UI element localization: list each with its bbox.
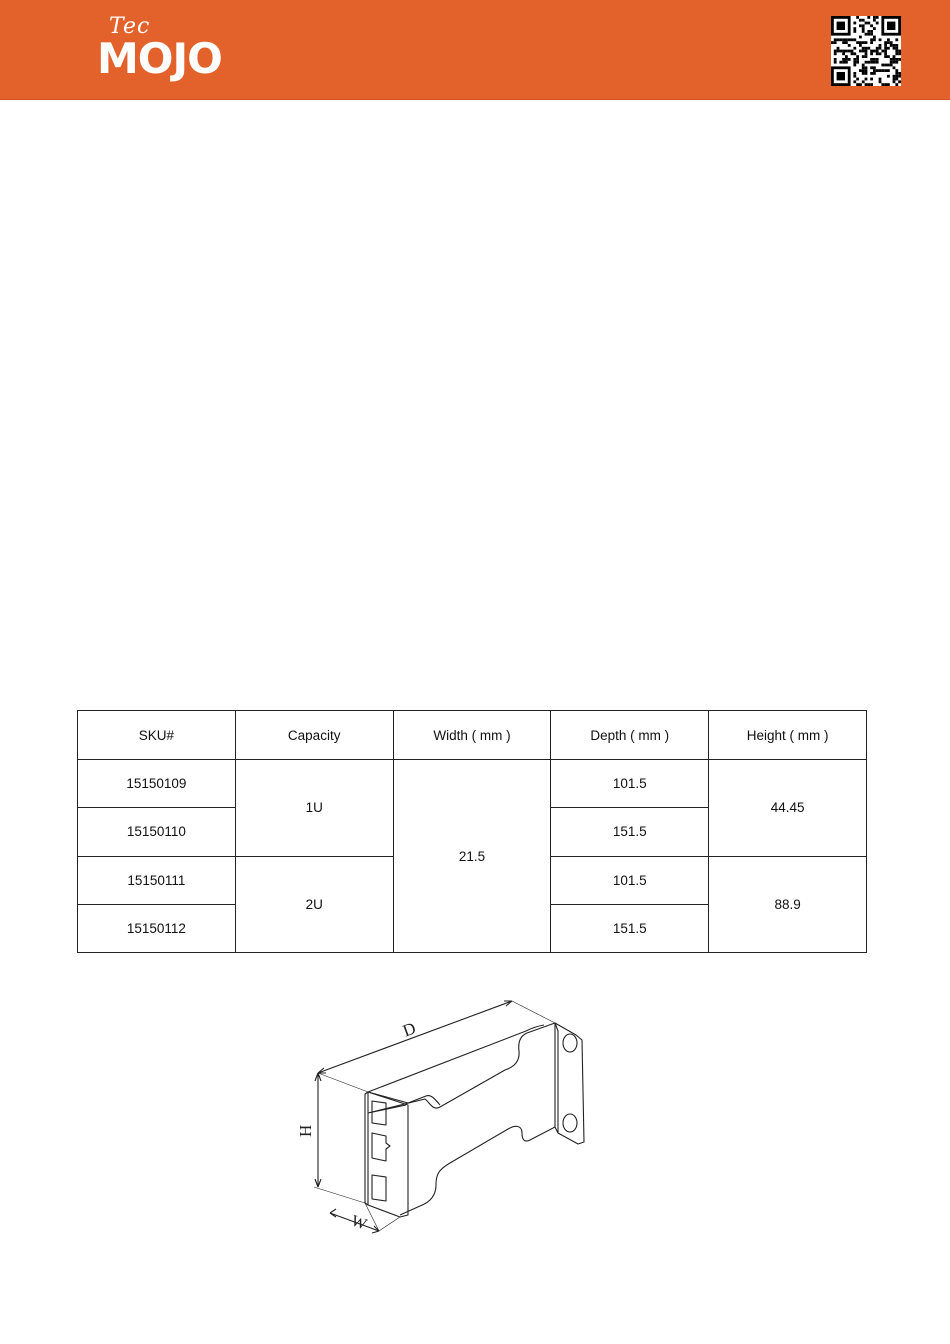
rear-flange bbox=[555, 1023, 584, 1144]
cell-depth: 151.5 bbox=[551, 808, 709, 856]
front-slot-bottom bbox=[372, 1175, 386, 1201]
header-sku: SKU# bbox=[78, 711, 236, 760]
dimension-w-label: W bbox=[348, 1212, 369, 1234]
cell-height: 88.9 bbox=[709, 856, 867, 952]
dimension-h-label: H bbox=[296, 1124, 315, 1137]
header-capacity: Capacity bbox=[235, 711, 393, 760]
rear-hole-top bbox=[563, 1034, 577, 1052]
cell-capacity: 1U bbox=[235, 760, 393, 856]
bracket-drawing bbox=[290, 995, 600, 1240]
dimension-d-label: D bbox=[400, 1018, 419, 1041]
cell-width: 21.5 bbox=[393, 760, 551, 953]
cell-sku: 15150109 bbox=[78, 760, 236, 808]
header-width: Width ( mm ) bbox=[393, 711, 551, 760]
cell-depth: 101.5 bbox=[551, 760, 709, 808]
cell-depth: 101.5 bbox=[551, 856, 709, 904]
cell-sku: 15150112 bbox=[78, 904, 236, 952]
cell-depth: 151.5 bbox=[551, 904, 709, 952]
qr-code-icon bbox=[831, 16, 901, 86]
table-header-row bbox=[78, 711, 867, 760]
tecmojo-logo[interactable] bbox=[97, 14, 242, 83]
front-face bbox=[368, 1092, 408, 1217]
cell-sku: 15150110 bbox=[78, 808, 236, 856]
logo-mojo-text: MOJO bbox=[97, 34, 222, 83]
cell-capacity: 2U bbox=[235, 856, 393, 952]
spec-table bbox=[77, 710, 867, 953]
side-panel bbox=[368, 1023, 555, 1215]
cell-height: 44.45 bbox=[709, 760, 867, 856]
front-slot-middle bbox=[372, 1133, 390, 1161]
header-height: Height ( mm ) bbox=[709, 711, 867, 760]
cell-sku: 15150111 bbox=[78, 856, 236, 904]
header-depth: Depth ( mm ) bbox=[551, 711, 709, 760]
header-bar bbox=[0, 0, 950, 100]
rear-hole-bottom bbox=[563, 1114, 577, 1132]
logo-tec-text: Tec bbox=[109, 14, 151, 39]
table-row bbox=[78, 760, 867, 808]
front-slot-top bbox=[372, 1101, 386, 1125]
